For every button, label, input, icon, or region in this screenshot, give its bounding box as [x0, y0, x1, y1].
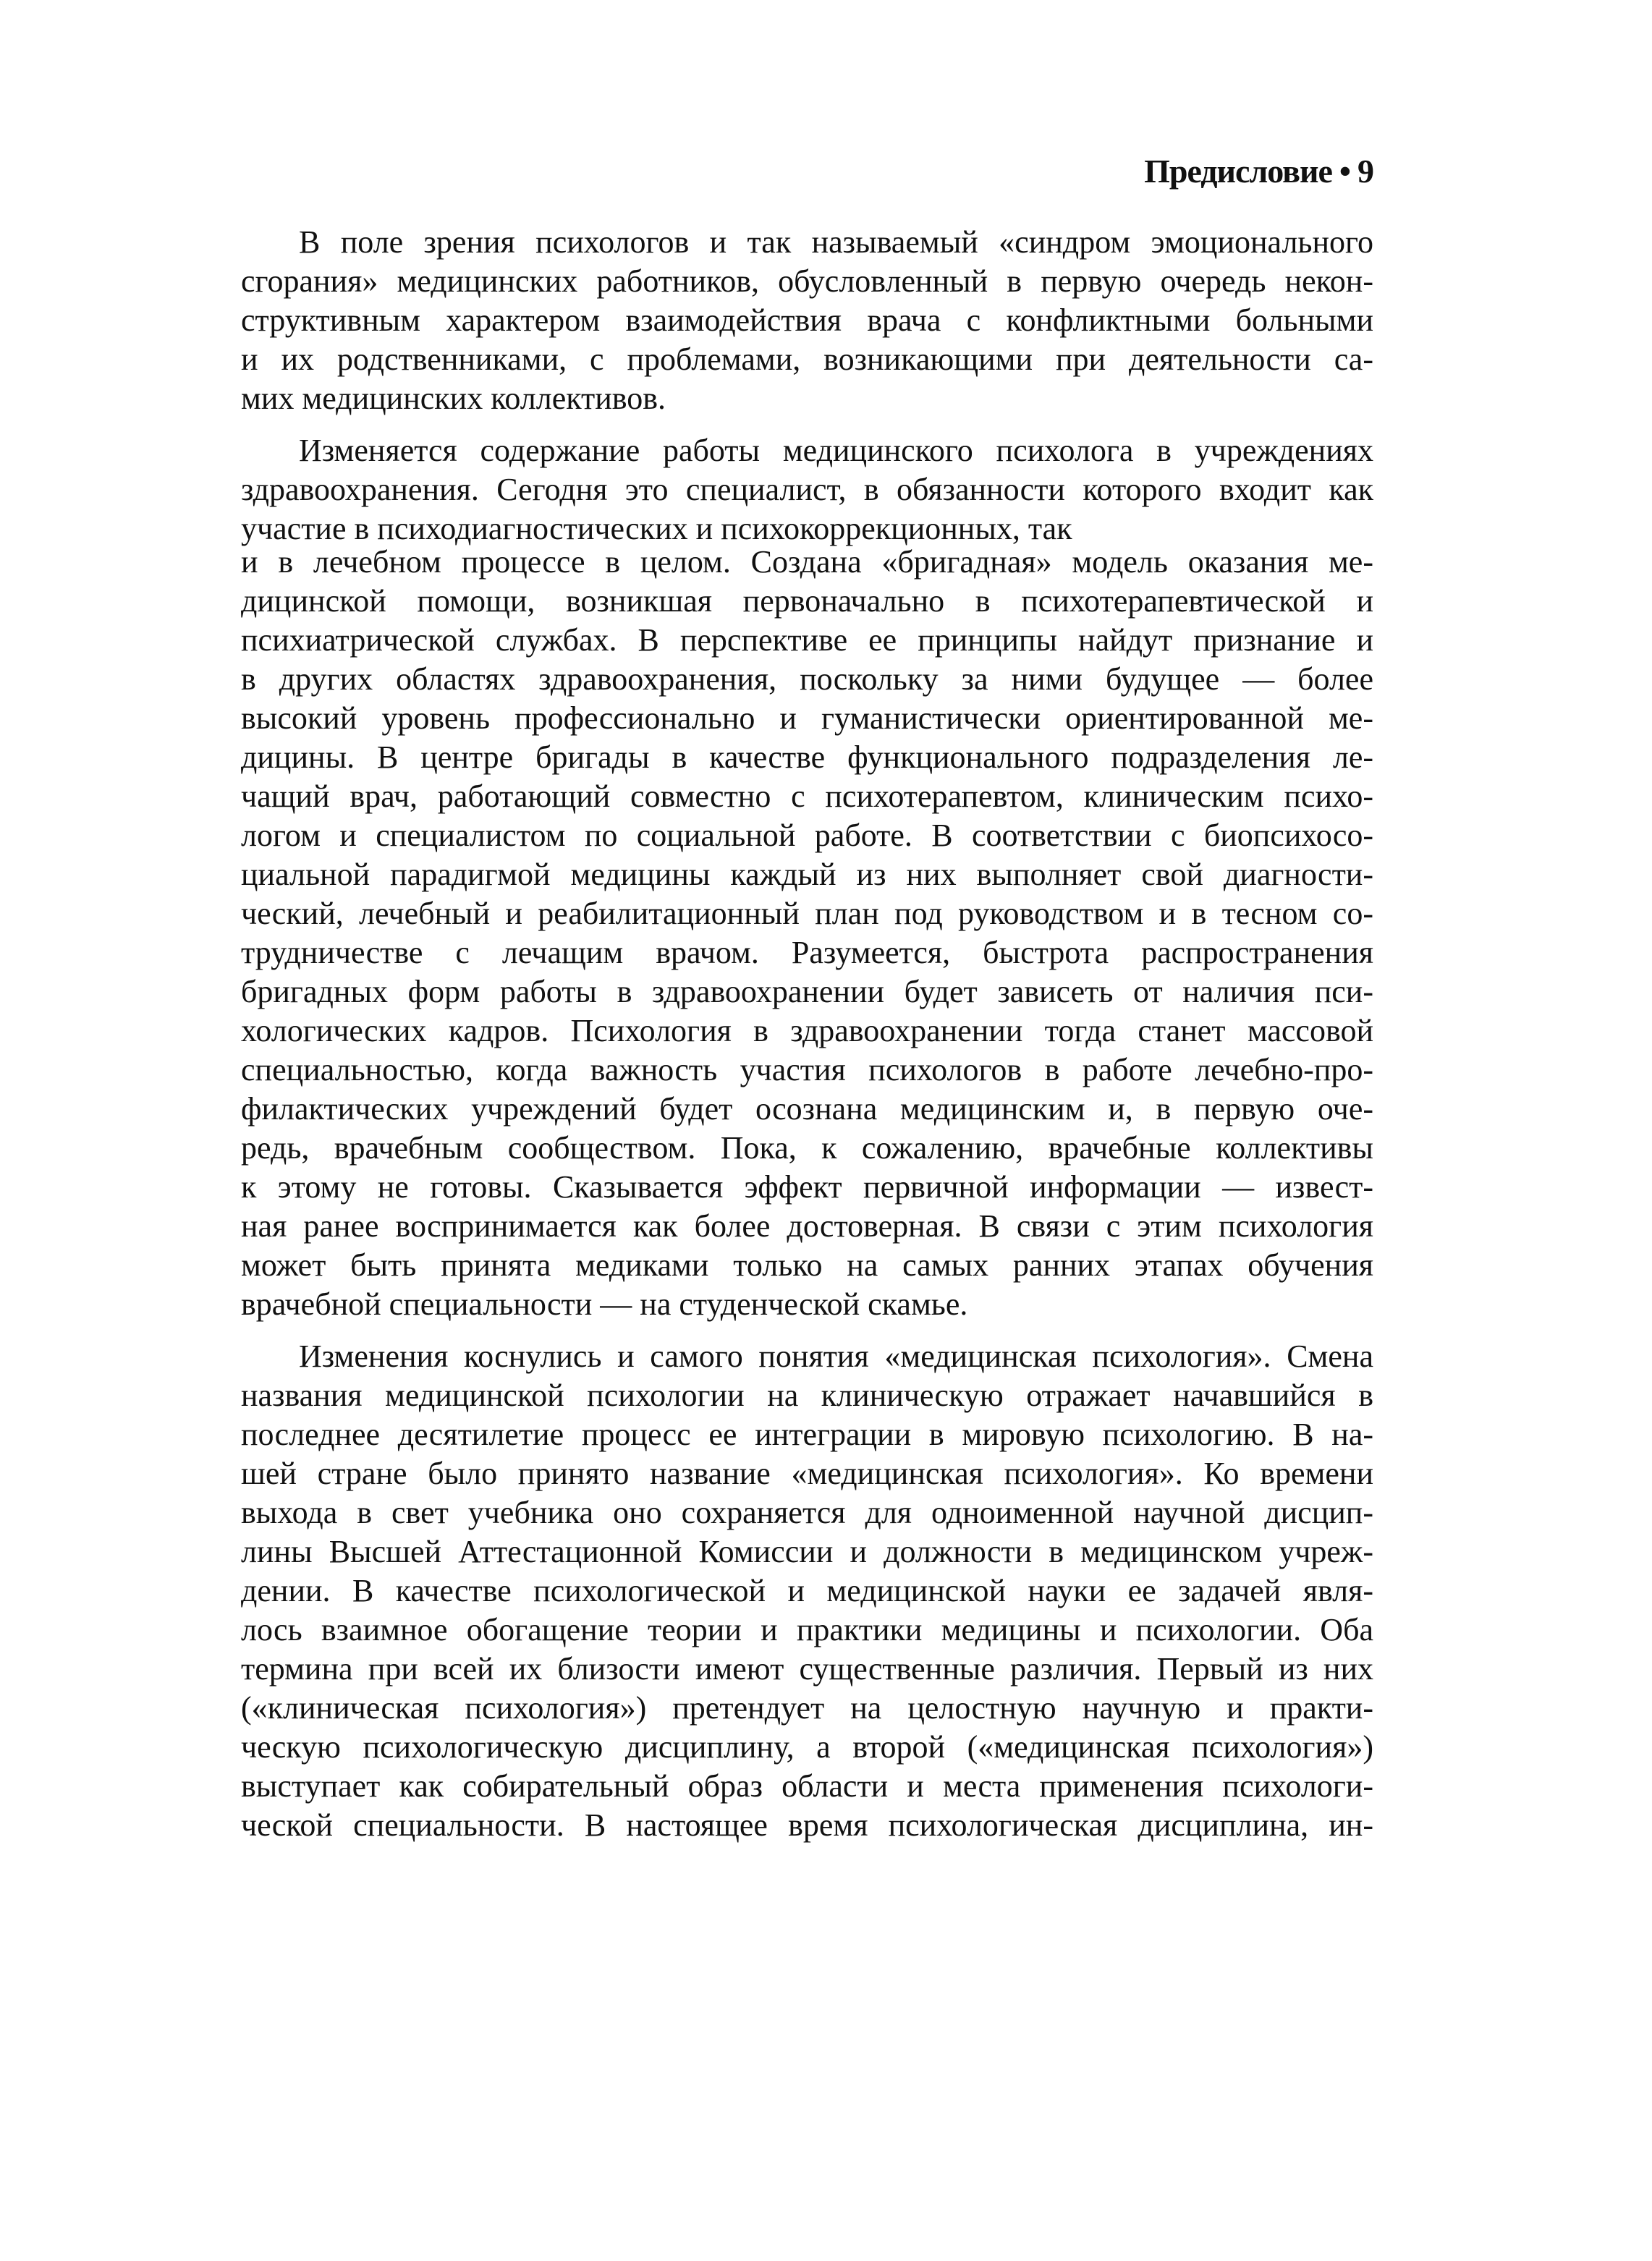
text-line: к этому не готовы. Сказывается эффект первичной информации — извест- — [241, 1169, 1373, 1205]
text-line: дении. В качестве психологической и медицинской науки ее задачей явля- — [241, 1573, 1373, 1608]
text-line: здравоохранения. Сегодня это специалист, в обязанности которого входит как — [241, 472, 1373, 507]
text-line: может быть принята медиками только на самых ранних этапах обучения — [241, 1247, 1373, 1283]
text-line: последнее десятилетие процесс ее интеграции в мировую психологию. В на- — [241, 1417, 1373, 1452]
running-head-bullet: • — [1339, 153, 1350, 190]
text-line: В поле зрения психологов и так называемый «синдром эмоционального — [299, 224, 1373, 260]
text-line: врачебной специальности — на студенческой скамье. — [241, 1286, 968, 1322]
text-line: названия медицинской психологии на клиническую отражает начавшийся в — [241, 1378, 1373, 1413]
text-line: лось взаимное обогащение теории и практики медицины и психологии. Оба — [241, 1612, 1373, 1647]
text-line: сгорания» медицинских работников, обусловленный в первую очередь некон- — [241, 263, 1373, 299]
text-line: бригадных форм работы в здравоохранении будет зависеть от наличия пси- — [241, 974, 1373, 1009]
text-line: термина при всей их близости имеют существенные различия. Первый из них — [241, 1651, 1373, 1687]
text-line: и их родственниками, с проблемами, возникающими при деятельности са- — [241, 342, 1373, 377]
body-text — [241, 223, 1373, 1858]
text-line: ческий, лечебный и реабилитационный план под руководством и в тесном со- — [241, 896, 1373, 931]
paragraph-3 — [241, 1337, 1373, 1845]
text-line: редь, врачебным сообществом. Пока, к сожалению, врачебные коллективы — [241, 1130, 1373, 1166]
paragraph-1 — [241, 223, 1373, 418]
text-line: лины Высшей Аттестационной Комиссии и должности в медицинском учреж- — [241, 1534, 1373, 1569]
text-line: трудничестве с лечащим врачом. Разумеется, быстрота распространения — [241, 935, 1373, 970]
text-line: логом и специалистом по социальной работе. В соответствии с биопсихосо- — [241, 818, 1373, 853]
text-line: циальной парадигмой медицины каждый из них выполняет свой диагности- — [241, 857, 1373, 892]
text-line: структивным характером взаимодействия врача с конфликтными больными — [241, 302, 1373, 338]
text-line: выхода в свет учебника оно сохраняется для одноименной научной дисцип- — [241, 1495, 1373, 1530]
running-head-title: Предисловие — [1144, 153, 1332, 190]
text-line: дицинской помощи, возникшая первоначально в психотерапевтической и — [241, 583, 1373, 619]
text-line: хологических кадров. Психология в здравоохранении тогда станет массовой — [241, 1013, 1373, 1048]
text-line: ческую психологическую дисциплину, а второй («медицинская психология») — [241, 1729, 1373, 1765]
text-line: дицины. В центре бригады в качестве функционального подразделения ле- — [241, 739, 1373, 775]
text-line: высокий уровень профессионально и гуманистически ориентированной ме- — [241, 700, 1373, 736]
text-line: специальностью, когда важность участия психологов в работе лечебно-про- — [241, 1052, 1373, 1087]
page-number: 9 — [1357, 153, 1373, 190]
text-line: участие в психодиагностических и психокоррекционных, так — [241, 511, 1072, 546]
text-line: мих медицинских коллективов. — [241, 381, 666, 416]
text-line: («клиническая психология») претендует на целостную научную и практи- — [241, 1690, 1373, 1726]
text-line: и в лечебном процессе в целом. Создана «бригадная» модель оказания ме- — [241, 544, 1373, 580]
text-line: Изменения коснулись и самого понятия «медицинская психология». Смена — [299, 1339, 1373, 1374]
running-head — [1144, 152, 1373, 190]
text-line: выступает как собирательный образ области и места применения психологи- — [241, 1768, 1373, 1804]
text-line: ная ранее воспринимается как более достоверная. В связи с этим психология — [241, 1208, 1373, 1244]
text-line: филактических учреждений будет осознана медицинским и, в первую оче- — [241, 1091, 1373, 1127]
text-line: психиатрической службах. В перспективе ее принципы найдут признание и — [241, 622, 1373, 658]
text-line: шей стране было принято название «медицинская психология». Ко времени — [241, 1456, 1373, 1491]
text-line: ческой специальности. В настоящее время психологическая дисциплина, ин- — [241, 1807, 1373, 1843]
text-line: чащий врач, работающий совместно с психотерапевтом, клиническим психо- — [241, 779, 1373, 814]
text-line: Изменяется содержание работы медицинского психолога в учреждениях — [299, 433, 1373, 468]
paragraph-2 — [241, 431, 1373, 1324]
text-line: в других областях здравоохранения, поскольку за ними будущее — более — [241, 661, 1373, 697]
